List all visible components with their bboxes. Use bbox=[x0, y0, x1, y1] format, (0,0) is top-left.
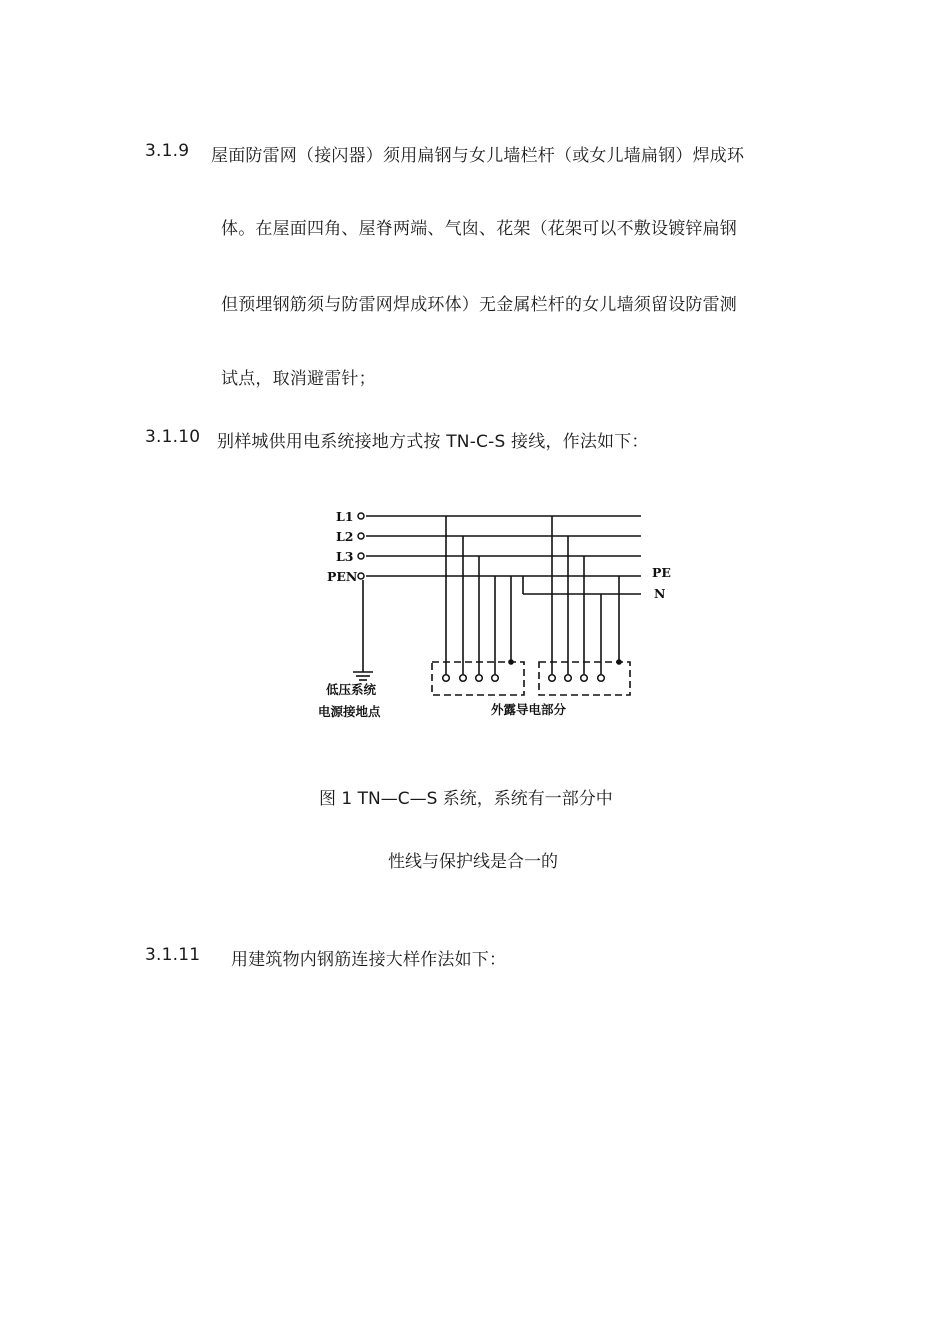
label-source-line-1: 低压系统 bbox=[326, 682, 377, 697]
figure-caption-line-1: 图 1 TN—C—S 系统，系统有一部分中 bbox=[319, 789, 613, 809]
section-3-1-9-number: 3.1.9 bbox=[145, 141, 190, 161]
section-3-1-10-number: 3.1.10 bbox=[145, 427, 201, 447]
label-n: N bbox=[654, 586, 666, 601]
label-source-line-2: 电源接地点 bbox=[318, 704, 381, 719]
label-l1: L1 bbox=[336, 509, 354, 524]
label-pe: PE bbox=[652, 565, 671, 580]
section-3-1-9-line-1: 屋面防雷网（接闪器）须用扁钢与女儿墙栏杆（或女儿墙扁钢）焊成环 bbox=[211, 146, 745, 166]
label-pen: PEN bbox=[327, 569, 358, 584]
label-l3: L3 bbox=[336, 549, 354, 564]
section-3-1-9-line-3: 但预埋钢筋须与防雷网焊成环体）无金属栏杆的女儿墙须留设防雷测 bbox=[221, 295, 737, 315]
section-3-1-10-text: 别样城供用电系统接地方式按 TN-C-S 接线，作法如下： bbox=[217, 432, 649, 452]
section-3-1-11-number: 3.1.11 bbox=[145, 945, 201, 965]
label-l2: L2 bbox=[336, 529, 354, 544]
section-3-1-11-text: 用建筑物内钢筋连接大样作法如下： bbox=[231, 950, 507, 970]
section-3-1-9-line-4: 试点，取消避雷针； bbox=[221, 369, 376, 389]
label-exposed-parts: 外露导电部分 bbox=[491, 702, 567, 717]
section-3-1-9-line-2: 体。在屋面四角、屋脊两端、气囱、花架（花架可以不敷设镀锌扁钢 bbox=[221, 219, 737, 239]
figure-caption-line-2: 性线与保护线是合一的 bbox=[388, 852, 558, 872]
